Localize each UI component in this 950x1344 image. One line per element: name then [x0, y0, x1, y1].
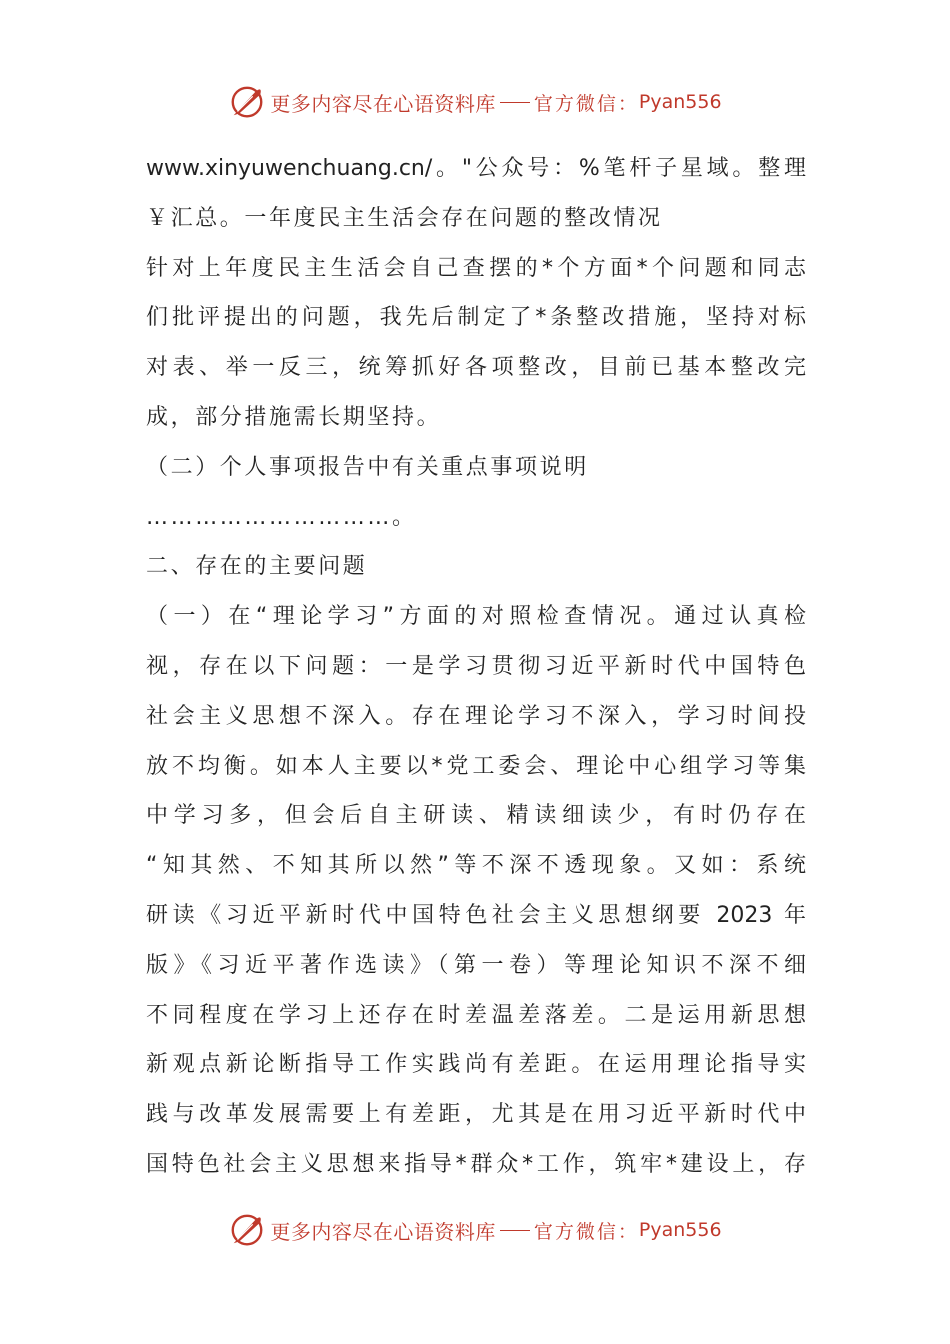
body-text-line: 视，存在以下问题：一是学习贯彻习近平新时代中国特色: [146, 653, 806, 679]
body-text-line: 国特色社会主义思想来指导*群众*工作，筑牢*建设上，存: [146, 1151, 806, 1177]
body-text-line: …………………………。: [146, 504, 417, 530]
body-text-line: 版》《习近平著作选读》（第一卷）等理论知识不深不细: [146, 952, 806, 978]
header-banner-main-text: 更多内容尽在心语资料库: [270, 91, 496, 116]
header-watermark-banner: [0, 80, 950, 124]
body-text-line: 中学习多，但会后自主研读、精读细读少，有时仍存在: [146, 803, 806, 829]
header-banner-dash: [500, 102, 530, 103]
body-text-line: 研读《习近平新时代中国特色社会主义思想纲要 2023 年: [146, 902, 806, 928]
footer-banner-wechat-id: Pyan556: [638, 1219, 722, 1241]
body-text-line: 针对上年度民主生活会自己查摆的*个方面*个问题和同志: [146, 255, 806, 281]
body-text-line: 对表、举一反三，统筹抓好各项整改，目前已基本整改完: [146, 355, 806, 381]
quill-logo-icon: [228, 1211, 266, 1249]
footer-banner-sub-text: 官方微信：: [533, 1220, 639, 1243]
body-text-line: 不同程度在学习上还存在时差温差落差。二是运用新思想: [146, 1002, 806, 1028]
footer-banner-main-text: 更多内容尽在心语资料库: [270, 1219, 496, 1244]
footer-banner-dash: [500, 1230, 530, 1231]
body-text-line: ￥汇总。一年度民主生活会存在问题的整改情况: [146, 205, 663, 231]
body-text-line: （二）个人事项报告中有关重点事项说明: [146, 454, 589, 480]
body-text-line: 二、存在的主要问题: [146, 554, 368, 580]
footer-watermark-banner: [0, 1208, 950, 1252]
header-banner-sub-text: 官方微信：: [533, 92, 639, 115]
body-text-line: 放不均衡。如本人主要以*党工委会、理论中心组学习等集: [146, 753, 806, 779]
body-text-line: 新观点新论断指导工作实践尚有差距。在运用理论指导实: [146, 1052, 806, 1078]
body-text-line: （一）在“理论学习”方面的对照检查情况。通过认真检: [146, 604, 806, 630]
header-banner-wechat-id: Pyan556: [638, 91, 722, 113]
body-text-line: “知其然、不知其所以然”等不深不透现象。又如：系统: [146, 853, 806, 879]
body-text-line: www.xinyuwenchuang.cn/。"公众号：%笔杆子星域。整理: [146, 156, 806, 181]
quill-logo-icon: [228, 83, 266, 121]
body-text-line: 社会主义思想不深入。存在理论学习不深入，学习时间投: [146, 703, 806, 729]
body-text-line: 成，部分措施需长期坚持。: [146, 404, 442, 430]
document-body: [146, 144, 806, 1190]
body-text-line: 们批评提出的问题，我先后制定了*条整改措施，坚持对标: [146, 305, 806, 331]
body-text-line: 践与改革发展需要上有差距，尤其是在用习近平新时代中: [146, 1102, 806, 1128]
